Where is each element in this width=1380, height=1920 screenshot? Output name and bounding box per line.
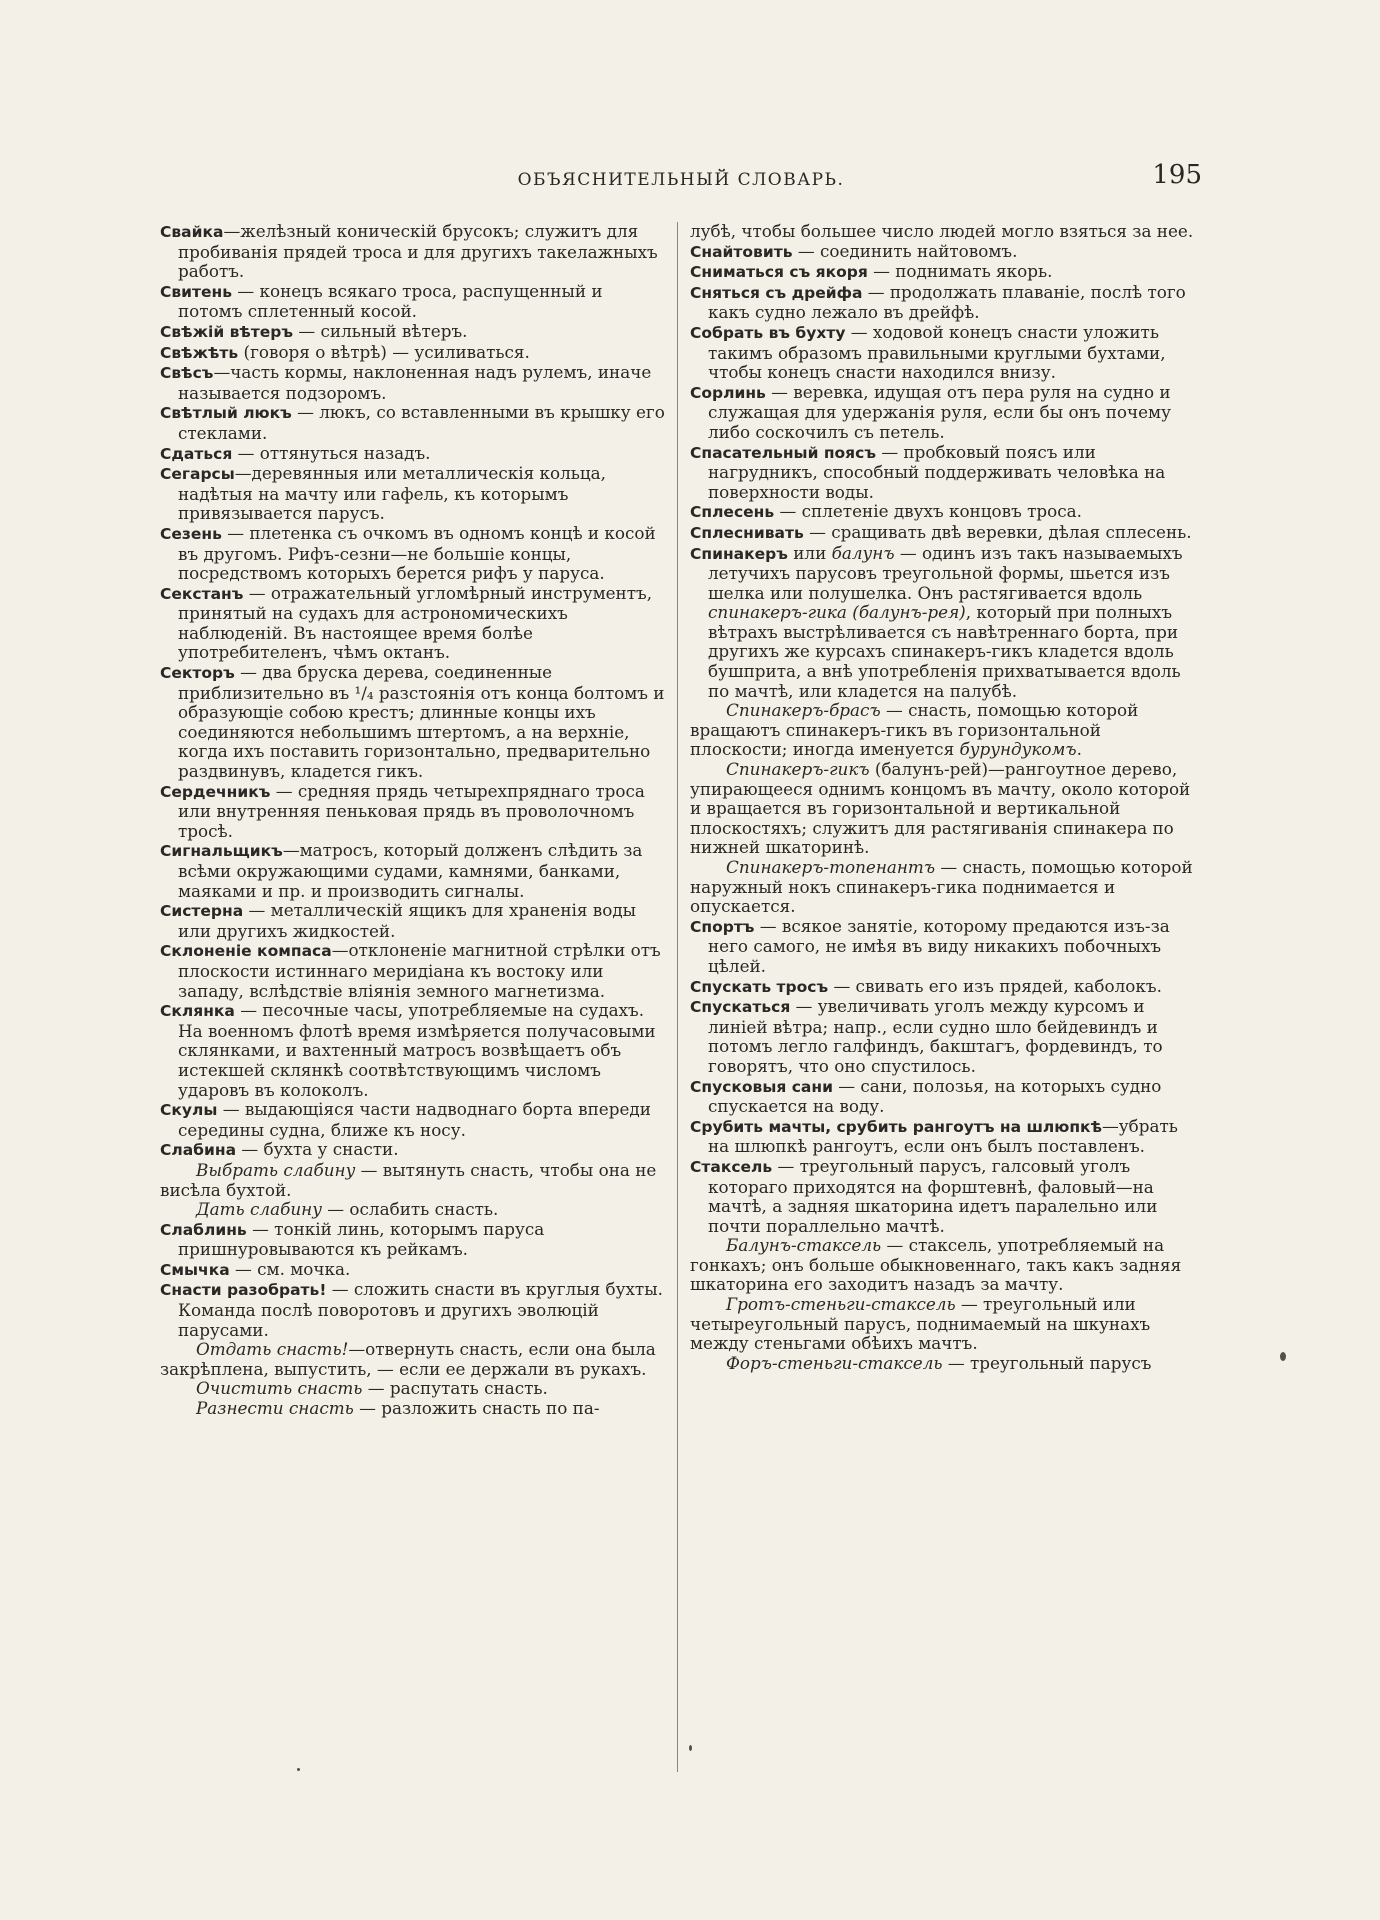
headword: Стаксель [690,1157,773,1176]
dictionary-entry [690,917,1202,977]
sub-headword: Спинакеръ-гикъ [726,759,870,780]
headword: Склянка [160,1002,235,1021]
headword: Сдаться [160,444,233,463]
definition: —матросъ, который долженъ слѣдить за всѣми окружающими судами, камнями, банками, маяками и пр. и производить сигналы. [178,840,643,901]
definition: —убрать на шлюпкѣ рангоутъ, если онъ былъ поставленъ. [708,1115,1178,1157]
headword: Сняться съ дрейфа [690,283,863,302]
headword: Спускать тросъ [690,977,829,996]
sub-headword: Выбрать слабину [196,1159,356,1180]
running-title: ОБЪЯСНИТЕЛЬНЫЙ СЛОВАРЬ. [517,170,845,190]
headword: Снайтовить [690,242,793,261]
headword: Слабина [160,1141,237,1160]
dictionary-entry [160,1140,665,1161]
sub-headword: Форъ-стеньги-стаксель [726,1352,943,1373]
dictionary-entry [690,1077,1202,1117]
headword: Спортъ [690,917,755,936]
dictionary-entry [160,1340,665,1379]
definition: — стаксель, употребляемый на гонкахъ; онъ больше обыкновеннаго, такъ какъ задняя шкаторина его заходитъ назадъ за мачту. [690,1235,1182,1295]
dictionary-entry [160,1379,665,1399]
definition: лубѣ, чтобы большее число людей могло взяться за нее. [690,221,1194,241]
definition: — треугольный парусъ [942,1352,1152,1373]
definition: — снасть, помощью которой вращаютъ спинакеръ-гикъ въ горизонтальной плоскости; иногда именуется [690,700,1139,760]
italic-term: бурундукомъ [959,739,1077,760]
definition: , который при полныхъ вѣтрахъ выстрѣливается съ навѣтреннаго борта, при другихъ же курсахъ спинакеръ-гикъ кладется вдоль бушприта, а внѣ употребленія прихватывается вдоль по мачтѣ, или кладется на палубѣ. [708,602,1181,701]
definition: — металлическій ящикъ для храненія воды или другихъ жидкостей. [178,900,637,941]
definition: —деревянныя или металлическія кольца, надѣтыя на мачту или гафель, къ которымъ привязывается парусъ. [178,463,607,524]
sub-headword: Разнести снасть [196,1398,354,1419]
dictionary-entry [690,1236,1202,1295]
headword: Спусковыя сани [690,1077,833,1096]
dictionary-entry [690,502,1202,523]
definition: —часть кормы, наклоненная надъ рулемъ, иначе называется подзоромъ. [178,362,652,403]
dictionary-entry [690,383,1202,443]
definition: — средняя прядь четырехпряднаго троса или внутренняя пеньковая прядь въ проволочномъ тросѣ. [178,780,645,841]
definition: — сложить снасти въ круглыя бухты. Команда послѣ поворотовъ и другихъ эволюцій парусами. [178,1279,663,1340]
dictionary-entry [690,283,1202,323]
sub-headword: Дать слабину [196,1199,322,1220]
headword: Собрать въ бухту [690,323,846,342]
italic-term: спинакеръ-гика (балунъ-рея) [708,602,966,623]
definition: — всякое занятіе, которому предаются изъ-за него самого, не имѣя въ виду никакихъ побочныхъ цѣлей. [708,915,1170,976]
headword: Свайка [160,223,224,241]
dictionary-entry [160,1001,665,1100]
headword: Свитень [160,282,233,301]
headword: Свѣжій вѣтеръ [160,322,294,341]
headword: Сплесень [690,503,775,522]
definition: (говоря о вѣтрѣ) — усиливаться. [238,341,530,362]
headword: Скулы [160,1101,218,1120]
dictionary-entry [160,222,665,282]
definition: — продолжать плаваніе, послѣ того какъ судно лежало въ дрейфѣ. [708,281,1186,323]
dictionary-entry [160,1280,665,1340]
column-divider [677,222,678,1772]
sub-headword: Гротъ-стеньги-стаксель [726,1294,956,1315]
sub-headword: Спинакеръ-брасъ [726,700,881,721]
definition: — треугольный или четыреугольный парусъ, поднимаемый на шкунахъ между стеньгами обѣихъ мачтъ. [690,1294,1151,1354]
sub-headword: Очистить снасть [196,1378,363,1399]
headword: Срубить мачты, срубить рангоутъ на шлюпкѣ [690,1117,1102,1136]
dictionary-entry [160,782,665,842]
headword: Сердечникъ [160,782,271,801]
dictionary-entry [160,584,665,663]
dictionary-entry [160,464,665,524]
headword: Свѣжѣть [160,343,239,362]
headword: Спинакеръ [690,544,788,563]
definition: — тонкій линь, которымъ паруса пришнуровываются къ рейкамъ. [178,1218,545,1260]
definition: — свивать его изъ прядей, каболокъ. [828,975,1162,996]
definition: — люкъ, со вставленными въ крышку его стеклами. [178,402,665,443]
dictionary-entry [690,858,1202,917]
dictionary-entry [160,322,665,343]
definition: —отклоненіе магнитной стрѣлки отъ плоскости истиннаго меридіана къ востоку или западу, вслѣдствіе вліянія земного магнетизма. [178,940,661,1001]
dictionary-entry [160,1100,665,1140]
ink-speck [297,1768,300,1771]
dictionary-entry [690,701,1202,760]
headword: Спасательный поясъ [690,443,876,462]
headword: Слаблинь [160,1220,247,1239]
ink-speck [689,1745,692,1751]
definition: — снасть, помощью которой наружный нокъ спинакеръ-гика поднимается и опускается. [690,857,1193,917]
headword: Систерна [160,902,244,921]
dictionary-entry [160,1260,665,1281]
definition: — бухта у снасти. [236,1139,399,1160]
dictionary-entry [160,1220,665,1260]
dictionary-entry [160,403,665,443]
ink-speck [1280,1352,1286,1361]
headword: Смычка [160,1260,230,1279]
dictionary-entry [690,1354,1202,1374]
headword: Сигнальщикъ [160,842,283,861]
definition: — сплетеніе двухъ концовъ троса. [774,501,1082,522]
definition: — конецъ всякаго троса, распущенный и потомъ сплетенный косой. [178,280,603,322]
headword: Склоненіе компаса [160,942,332,961]
headword: Свѣтлый люкъ [160,404,292,423]
definition: — увеличивать уголъ между курсомъ и линіей вѣтра; напр., если судно шло бейдевиндъ и потомъ легло галфиндъ, бакштагъ, фордевиндъ, то говорятъ, что оно спустилось. [708,996,1163,1076]
sub-headword: Спинакеръ-топенантъ [726,857,936,877]
definition: . [1076,739,1082,760]
dictionary-entry [690,262,1202,283]
dictionary-entry [690,242,1202,263]
definition: (балунъ-рей)—рангоутное дерево, упирающееся однимъ концомъ въ мачту, около которой и вращается въ горизонтальной и вертикальной плоскостяхъ; служитъ для растягиванія спинакера по нижней шкаторинѣ. [690,759,1191,858]
definition: — оттянуться назадъ. [232,442,431,463]
definition: — вытянуть снасть, чтобы она не висѣла бухтой. [160,1159,657,1200]
headword: Сорлинь [690,383,766,402]
dictionary-entry [690,523,1202,544]
dictionary-entry [690,222,1202,242]
page-header [160,160,1202,200]
definition: — соединить найтовомъ. [792,240,1018,261]
sub-headword: Балунъ-стаксель [726,1235,882,1256]
dictionary-entry [160,841,665,901]
dictionary-entry [690,323,1202,383]
definition: — распутать снасть. [362,1378,548,1399]
dictionary-entry [160,663,665,782]
headword: Сезень [160,524,222,543]
dictionary-entry [690,1157,1202,1236]
dictionary-entry [160,343,665,364]
headword: Сегарсы [160,465,235,484]
headword: Снасти разобрать! [160,1281,327,1300]
definition: — два бруска дерева, соединенные приблизительно въ ¹/₄ разстоянія отъ конца болтомъ и образующіе собою крестъ; длинные концы ихъ соединяются небольшимъ штертомъ, а на верхніе, когда ихъ поставить горизонтально, предварительно раздвинувъ, кладется гикъ. [178,662,665,782]
definition: — см. мочка. [229,1258,351,1279]
headword: Секторъ [160,664,235,683]
dictionary-entry [160,363,665,403]
italic-term: балунъ [831,542,895,563]
dictionary-entry [690,997,1202,1076]
definition: — одинъ изъ такъ называемыхъ летучихъ парусовъ треугольной формы, шьется изъ шелка или полушелка. Онъ растягивается вдоль [708,542,1183,603]
definition: — треугольный парусъ, галсовый уголъ котораго приходятся на форштевнѣ, фаловый—на мачтѣ, а задняя шкаторина идетъ паралельно или почти пораллельно мачтѣ. [708,1155,1158,1236]
definition: —желѣзный коническій брусокъ; служитъ для пробиванія прядей троса и для другихъ такелажныхъ работъ. [178,221,658,282]
definition: — поднимать якорь. [867,261,1053,282]
definition: — ослабить снасть. [321,1199,499,1220]
page-number: 195 [1152,160,1202,190]
headword: Сниматься съ якоря [690,263,868,282]
left-column [160,222,665,1419]
dictionary-entry [690,1117,1202,1157]
dictionary-entry [160,1161,665,1200]
dictionary-entry [690,544,1202,702]
sub-headword: Отдать снасть! [196,1339,349,1360]
dictionary-entry [690,760,1202,858]
definition: — пробковый поясъ или нагрудникъ, способный поддерживать человѣка на поверхности воды. [708,441,1166,502]
definition: — сращивать двѣ веревки, дѣлая сплесень. [803,521,1192,542]
dictionary-entry [160,1399,665,1419]
dictionary-entry [160,524,665,584]
dictionary-entry [160,1200,665,1220]
right-column [690,222,1202,1373]
definition: — сильный вѣтеръ. [293,320,468,341]
dictionary-entry [160,941,665,1001]
definition: — сани, полозья, на которыхъ судно спускается на воду. [708,1075,1162,1117]
dictionary-entry [160,282,665,322]
headword: Спускаться [690,998,791,1017]
definition: — плетенка съ очкомъ въ одномъ концѣ и косой въ другомъ. Рифъ-сезни—не большіе концы, посредствомъ которыхъ берется рифъ у паруса. [178,522,656,584]
definition: — песочные часы, употребляемые на судахъ. На военномъ флотѣ время измѣряется получасовыми склянками, и вахтенный матросъ возвѣщаетъ объ истекшей склянкѣ соотвѣтствующимъ числомъ ударовъ въ колоколъ. [178,1000,656,1100]
dictionary-entry [160,444,665,465]
definition: —отвернуть снасть, если она была закрѣплена, выпустить, — если ее держали въ рукахъ. [160,1339,656,1379]
dictionary-entry [690,443,1202,503]
definition: или [787,542,832,563]
definition: — отражательный угломѣрный инструментъ, принятый на судахъ для астрономическихъ наблюденій. Въ настоящее время болѣе употребителенъ, чѣмъ октанъ. [178,582,653,663]
dictionary-entry [160,901,665,941]
headword: Секстанъ [160,584,244,603]
definition: — выдающіяся части надводнаго борта впереди середины судна, ближе къ носу. [178,1099,651,1140]
dictionary-entry [690,1295,1202,1354]
dictionary-entry [690,977,1202,998]
definition: — ходовой конецъ снасти уложить такимъ образомъ правильными круглыми бухтами, чтобы конецъ снасти находился внизу. [708,321,1166,383]
definition: — веревка, идущая отъ пера руля на судно и служащая для удержанія руля, если бы онъ почему либо соскочилъ съ петель. [708,381,1171,442]
headword: Сплеснивать [690,523,804,542]
definition: — разложить снасть по па- [353,1398,600,1419]
headword: Свѣсъ [160,364,214,383]
